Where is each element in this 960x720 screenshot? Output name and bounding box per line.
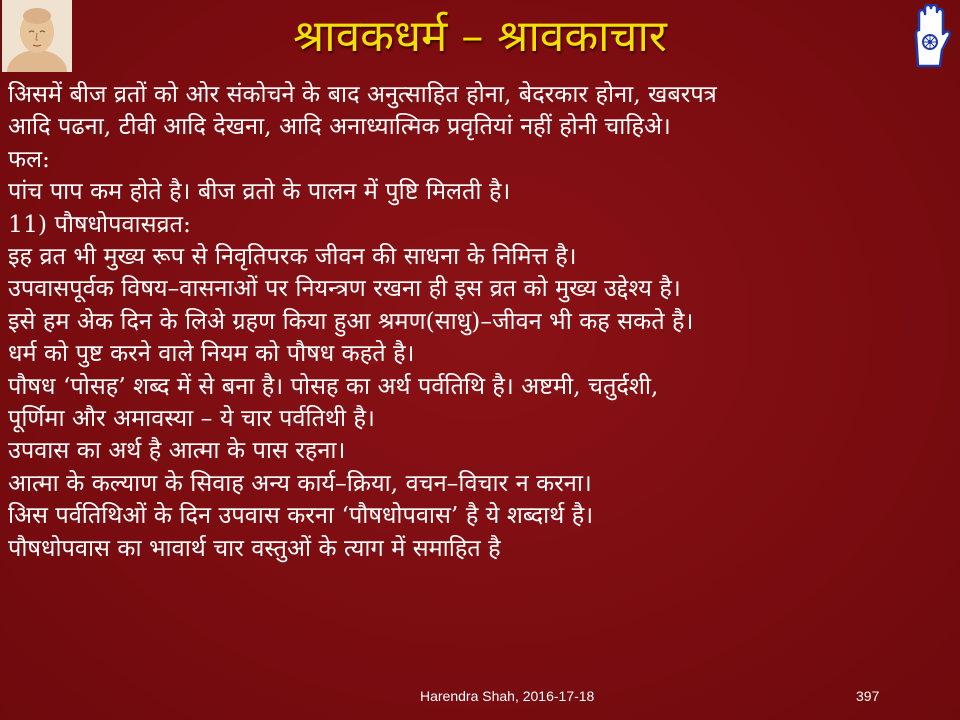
body-line: पूर्णिमा और अमावस्या – ये चार पर्वतिथी है।	[8, 404, 375, 433]
footer-author: Harendra Shah, 2016-17-18	[420, 688, 595, 704]
body-line: इह व्रत भी मुख्य रूप से निवृतिपरक जीवन की साधना के निमित्त है।	[8, 242, 577, 271]
body-line: पांच पाप कम होते है। बीज व्रतो के पालन में पुष्टि मिलती है।	[8, 177, 511, 206]
body-line: फल:	[8, 144, 50, 173]
jain-hand-icon	[906, 4, 954, 70]
body-line: आदि पढना, टीवी आदि देखना, आदि अनाध्यात्मिक प्रवृतियां नहीं होनी चाहिअे।	[8, 112, 671, 141]
body-line: अिसमें बीज व्रतों को ओर संकोचने के बाद अनुत्साहित होना, बेदरकार होना, खबरपत्र	[8, 80, 717, 108]
body-line: आत्मा के कल्याण के सिवाह अन्य कार्य–क्रिया, वचन–विचार न करना।	[8, 468, 592, 497]
page-title: श्रावकधर्म – श्रावकाचार	[293, 11, 667, 62]
body-line: पौषधोपवास का भावार्थ चार वस्तुओं के त्याग में समाहित है	[8, 533, 501, 562]
body-line: धर्म को पुष्ट करने वाले नियम को पौषध कहते है।	[8, 339, 415, 368]
body-line: इसे हम अेक दिन के लिअे ग्रहण किया हुआ श्रमण(साधु)–जीवन भी कह सकते है।	[8, 306, 694, 335]
slide-body	[8, 78, 953, 564]
body-line: उपवासपूर्वक विषय–वासनाओं पर नियन्त्रण रखना ही इस व्रत को मुख्य उद्देश्य है।	[8, 274, 681, 303]
body-line: अिस पर्वतिथिओं के दिन उपवास करना ‘पौषधोपवास’ है ये शब्दार्थ है।	[8, 501, 594, 530]
body-line: पौषध ‘पोसह’ शब्द में से बना है। पोसह का अर्थ पर्वतिथि है। अष्टमी, चतुर्दशी,	[8, 371, 659, 400]
page-number: 397	[856, 688, 880, 704]
body-line: उपवास का अर्थ है आत्मा के पास रहना।	[8, 436, 346, 465]
body-line: 11) पौषधोपवासव्रत:	[8, 209, 191, 238]
